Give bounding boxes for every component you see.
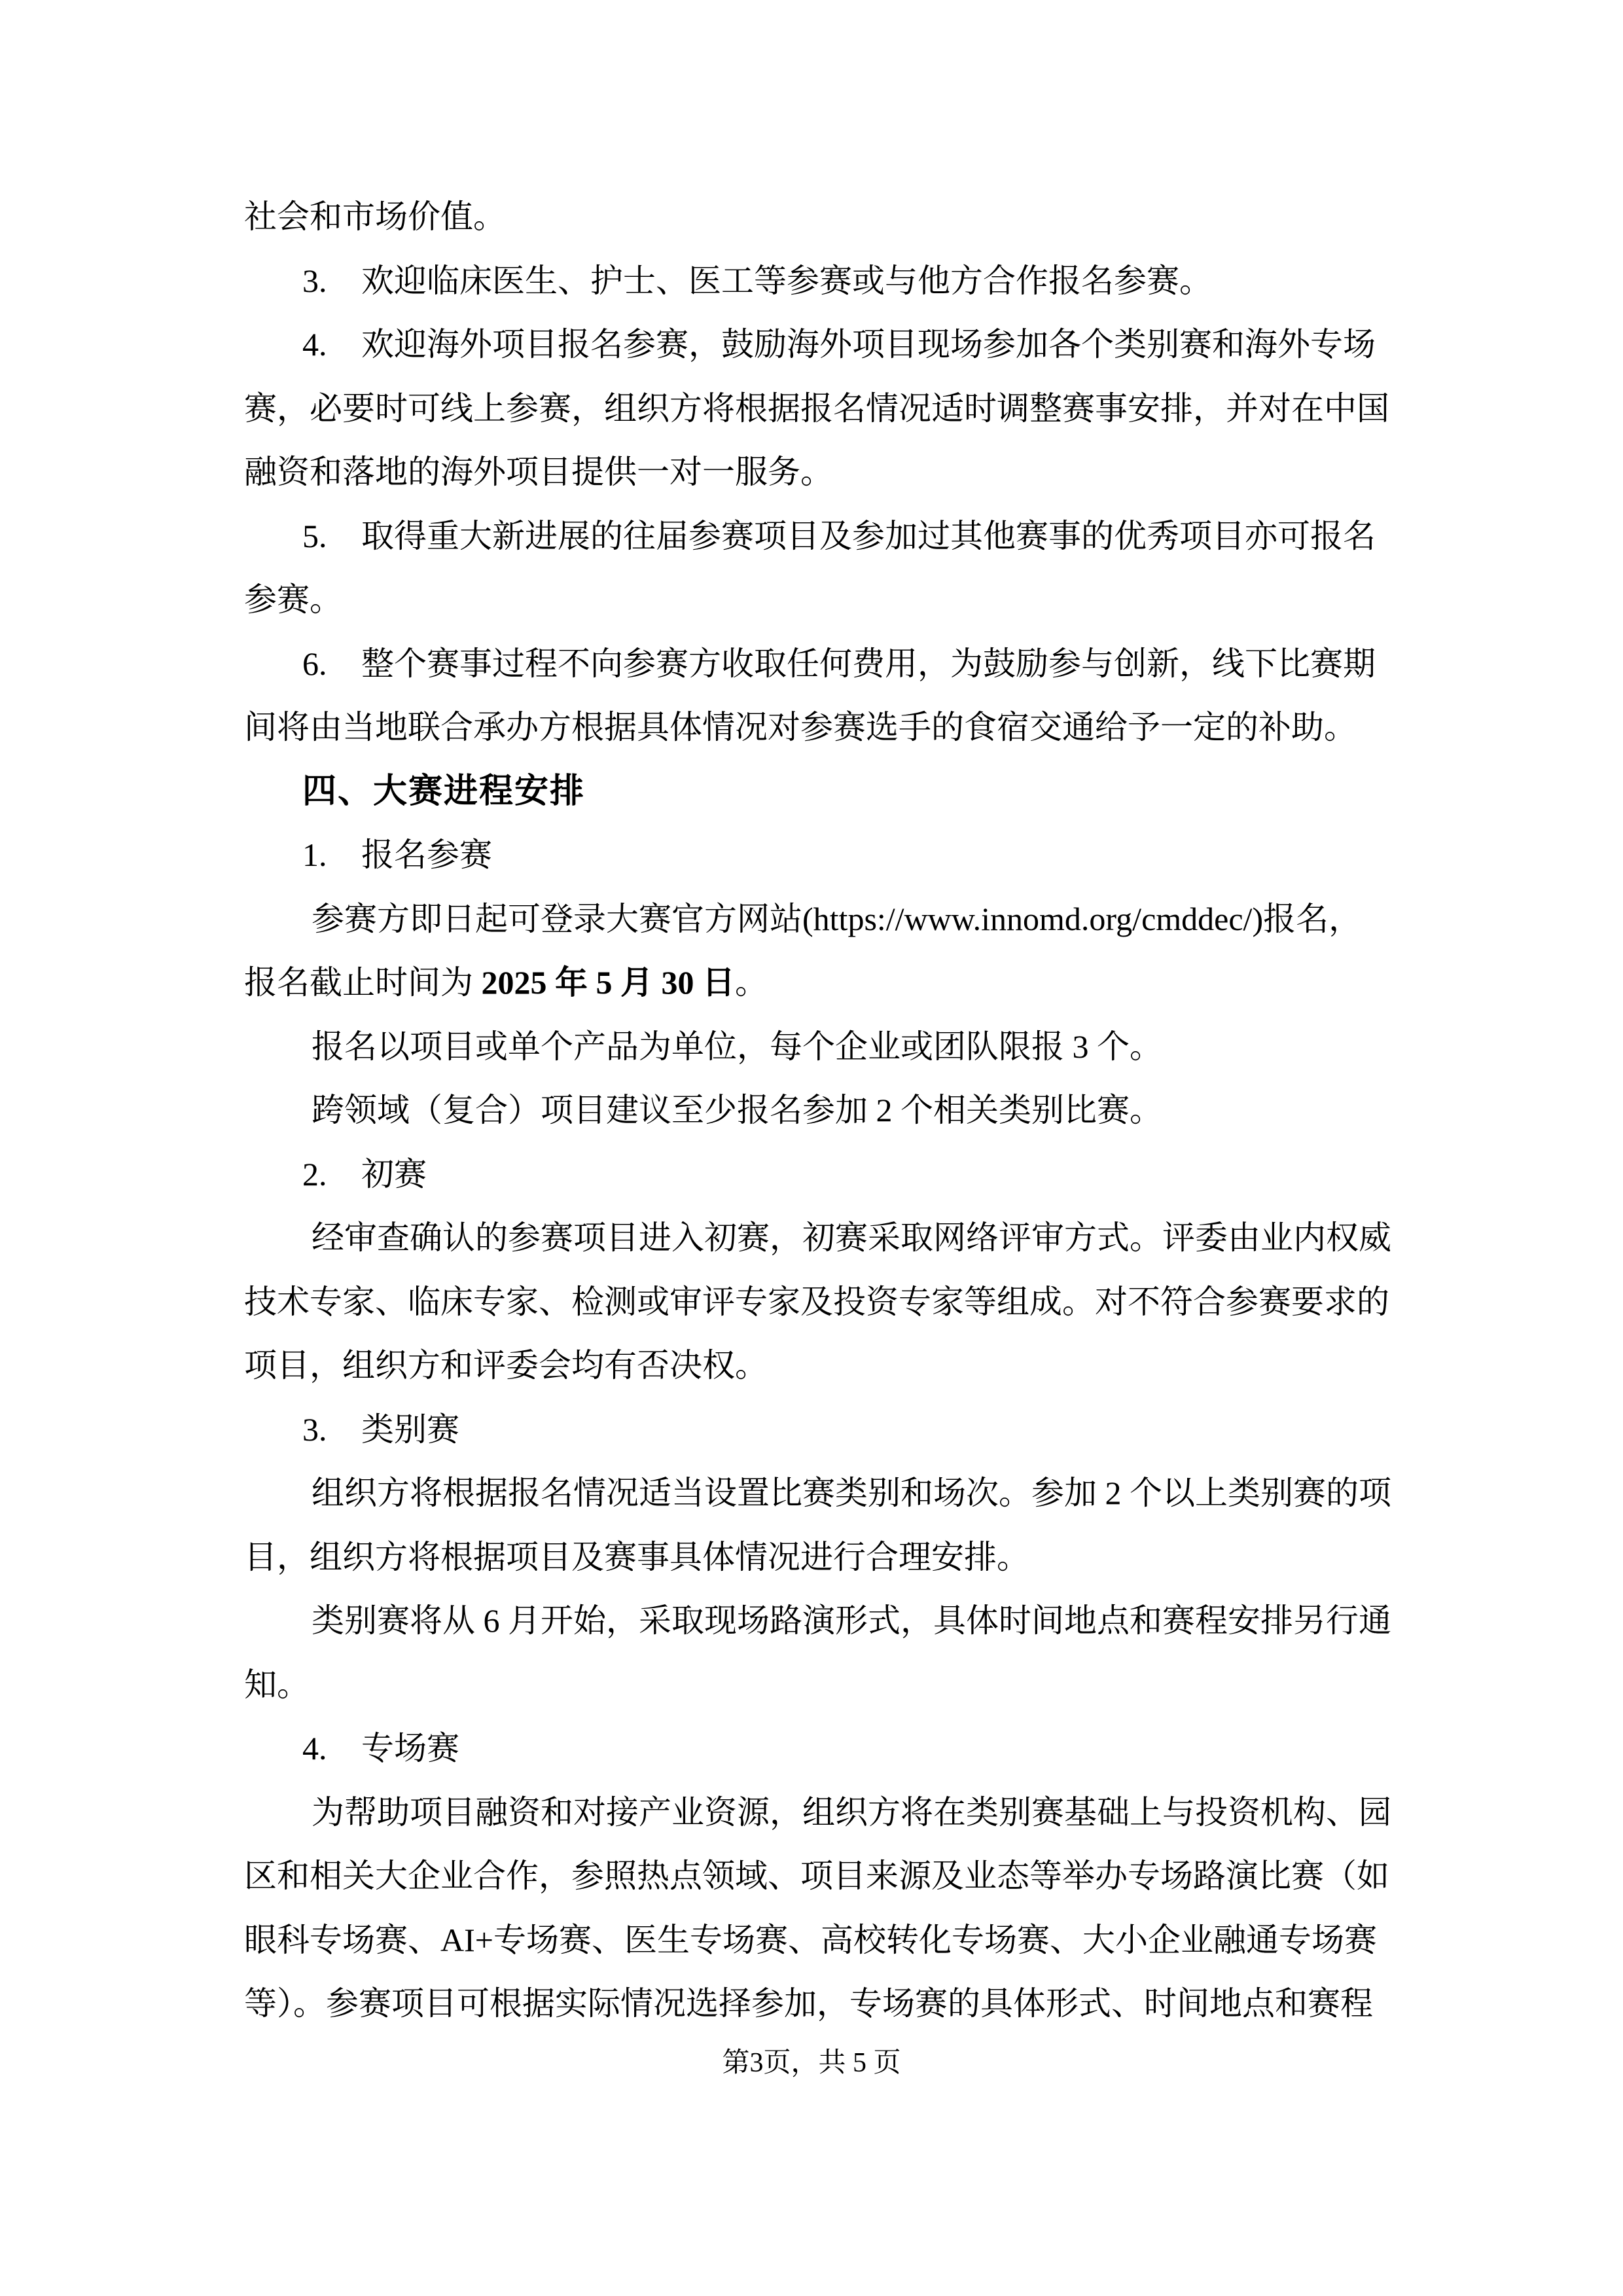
text-line xyxy=(244,1334,1383,1398)
text-line xyxy=(244,632,1383,696)
line-text: 报名以项目或单个产品为单位，每个企业或团队限报 3 个。 xyxy=(312,1028,1162,1065)
line-text: 间将由当地联合承办方根据具体情况对参赛选手的食宿交通给予一定的补助。 xyxy=(244,709,1357,745)
text-line xyxy=(244,1206,1391,1270)
line-text: 社会和市场价值。 xyxy=(244,198,506,235)
text-line xyxy=(244,1398,1383,1462)
line-text: 欢迎海外项目报名参赛，鼓励海外项目现场参加各个类别赛和海外专场 xyxy=(361,326,1376,363)
text-line xyxy=(244,1653,1383,1717)
line-text: 眼科专场赛、AI+专场赛、医生专场赛、高校转化专场赛、大小企业融通专场赛 xyxy=(244,1921,1377,1958)
list-number: 6. xyxy=(302,645,327,682)
line-text: 初赛 xyxy=(361,1155,427,1193)
page-number-text: 第3页，共 5 页 xyxy=(722,2048,901,2078)
line-text: 融资和落地的海外项目提供一对一服务。 xyxy=(244,454,833,490)
line-text: 报名截止时间为 xyxy=(244,964,482,1001)
line-text: 整个赛事过程不向参赛方收取任何费用，为鼓励参与创新，线下比赛期 xyxy=(361,645,1376,682)
section-heading xyxy=(244,760,1383,824)
line-text: 欢迎临床医生、护士、医工等参赛或与他方合作报名参赛。 xyxy=(361,262,1212,299)
line-text: 报名参赛 xyxy=(361,836,492,873)
line-text: 技术专家、临床专家、检测或审评专家及投资专家等组成。对不符合参赛要求的 xyxy=(244,1283,1389,1320)
line-text: 组织方将根据报名情况适当设置比赛类别和场次。参加 2 个以上类别赛的项 xyxy=(312,1475,1391,1511)
line-text: 取得重大新进展的往届参赛项目及参加过其他赛事的优秀项目亦可报名 xyxy=(361,517,1376,554)
text-line xyxy=(244,1844,1389,1909)
section-heading-text: 四、大赛进程安排 xyxy=(302,772,586,810)
line-text: 区和相关大企业合作，参照热点领域、项目来源及业态等举办专场路演比赛（如 xyxy=(244,1857,1389,1894)
line-text: 等）。参赛项目可根据实际情况选择参加，专场赛的具体形式、时间地点和赛程 xyxy=(244,1985,1373,2022)
text-line xyxy=(244,1526,1383,1590)
line-text: 知。 xyxy=(244,1666,310,1703)
document-body xyxy=(244,185,1391,2036)
text-line xyxy=(244,1270,1389,1335)
registration-deadline-date: 2025 年 5 月 30 日 xyxy=(481,964,735,1001)
list-number: 5. xyxy=(302,517,327,554)
text-line xyxy=(244,313,1383,377)
line-text: 参赛方即日起可登录大赛官方网站( xyxy=(312,900,813,937)
text-line xyxy=(244,505,1383,569)
text-line xyxy=(244,1909,1383,1973)
text-line xyxy=(244,1143,1383,1207)
line-text: 经审查确认的参赛项目进入初赛，初赛采取网络评审方式。评委由业内权威 xyxy=(312,1219,1391,1256)
text-line xyxy=(244,185,1383,249)
text-line xyxy=(244,1462,1391,1526)
line-text: 为帮助项目融资和对接产业资源，组织方将在类别赛基础上与投资机构、园 xyxy=(312,1793,1391,1831)
line-text: 目，组织方将根据项目及赛事具体情况进行合理安排。 xyxy=(244,1538,1029,1575)
text-line xyxy=(244,888,1383,952)
text-line xyxy=(244,377,1389,441)
line-text: 赛，必要时可线上参赛，组织方将根据报名情况适时调整赛事安排，并对在中国 xyxy=(244,389,1389,427)
text-line xyxy=(244,1972,1383,2036)
list-number: 4. xyxy=(302,1730,327,1767)
list-number: 2. xyxy=(302,1155,327,1193)
line-text: 类别赛 xyxy=(361,1410,459,1448)
text-line xyxy=(244,1079,1383,1143)
line-text: 类别赛将从 6 月开始，采取现场路演形式，具体时间地点和赛程安排另行通 xyxy=(312,1602,1391,1639)
list-number: 1. xyxy=(302,836,327,873)
line-text: 。 xyxy=(735,964,768,1001)
text-line xyxy=(244,1015,1383,1079)
text-line xyxy=(244,1589,1391,1653)
list-number: 4. xyxy=(302,326,327,363)
line-text: 参赛。 xyxy=(244,581,342,618)
text-line xyxy=(244,696,1383,760)
list-number: 3. xyxy=(302,1410,327,1448)
text-line xyxy=(244,249,1383,314)
text-line xyxy=(244,440,1383,505)
line-text: 项目，组织方和评委会均有否决权。 xyxy=(244,1347,768,1384)
text-line xyxy=(244,951,1383,1015)
text-line xyxy=(244,823,1383,888)
page-footer xyxy=(0,2043,1623,2083)
line-text: 跨领域（复合）项目建议至少报名参加 2 个相关类别比赛。 xyxy=(312,1092,1162,1128)
text-line xyxy=(244,568,1383,632)
line-text: )报名， xyxy=(1252,900,1362,937)
line-text: 专场赛 xyxy=(361,1730,459,1767)
text-line xyxy=(244,1781,1391,1845)
list-number: 3. xyxy=(302,262,327,299)
contest-website-url: https://www.innomd.org/cmddec/ xyxy=(813,900,1253,937)
text-line xyxy=(244,1717,1383,1781)
